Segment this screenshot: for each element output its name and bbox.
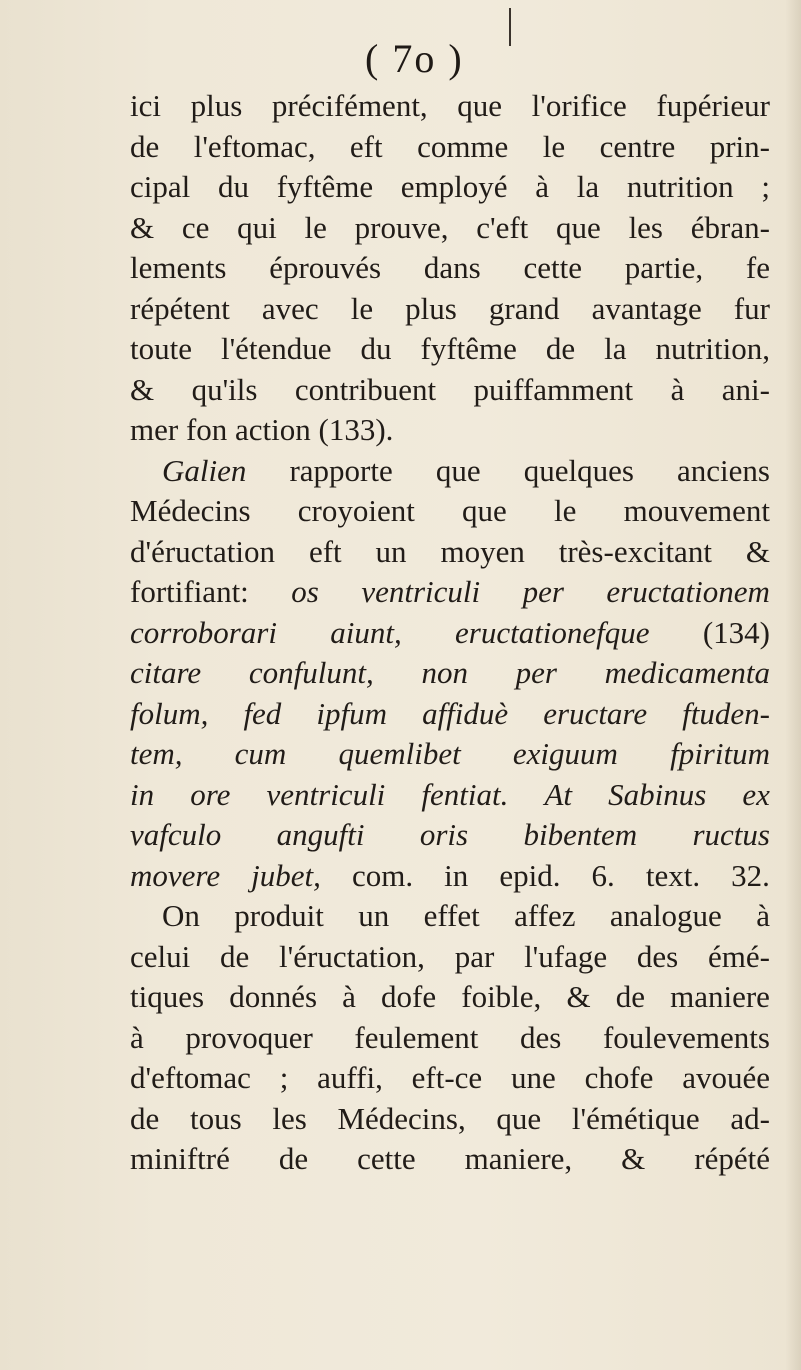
text-line (130, 1139, 770, 1180)
text-line (130, 572, 770, 613)
word: de (130, 128, 160, 164)
word: tem, (130, 736, 183, 771)
word: les (628, 209, 663, 245)
text-line (130, 977, 770, 1018)
word: foible, (461, 979, 542, 1014)
word: confulunt, (248, 655, 374, 690)
word: provoquer (185, 1019, 313, 1055)
word: & (566, 979, 591, 1014)
text-line (130, 167, 770, 208)
word: tiques (130, 979, 205, 1014)
word: d'eftomac (130, 1060, 251, 1095)
word: cum (234, 736, 287, 771)
text-line (130, 248, 770, 289)
text-line (130, 1058, 770, 1099)
word: eft-ce (411, 1060, 483, 1095)
word: per (515, 655, 557, 690)
word: répété (694, 1141, 770, 1176)
word: que (435, 452, 481, 488)
word: que (496, 1100, 542, 1136)
word: très-excitant (558, 533, 712, 569)
word: du (217, 169, 249, 204)
word: fed (243, 695, 282, 731)
word: la (604, 331, 627, 366)
body-text (130, 86, 770, 1180)
word: effet (423, 898, 480, 933)
word: eructare (543, 695, 648, 731)
word: miniftré (130, 1141, 230, 1176)
word: centre (599, 128, 676, 164)
word: non (421, 655, 468, 690)
word: ventriculi (361, 574, 481, 609)
word: cipal (130, 169, 191, 204)
text-line (130, 451, 770, 492)
word: de (278, 1141, 309, 1176)
word: fyftême (276, 169, 374, 204)
word: celui (130, 938, 191, 974)
text-line (130, 208, 770, 249)
word: fupérieur (656, 88, 770, 123)
word: de (130, 1100, 160, 1136)
word: un (375, 533, 407, 569)
word: corroborari (130, 614, 277, 650)
word: produit (234, 898, 324, 933)
word: moyen (440, 533, 525, 569)
word: puiffamment (473, 371, 634, 407)
word: maniere, (464, 1141, 573, 1176)
word: & (745, 533, 770, 569)
word: Sabinus (608, 776, 707, 812)
word: Médecins, (337, 1100, 466, 1136)
word: os (291, 574, 319, 609)
word: & (130, 209, 155, 245)
word: fentiat. (421, 776, 509, 812)
text-line (130, 329, 770, 370)
word: maniere (670, 979, 770, 1014)
word: affez (514, 898, 576, 933)
word: medicamenta (604, 655, 770, 690)
page-fold-shadow (785, 0, 801, 1370)
word: les (272, 1100, 307, 1136)
text-line (130, 532, 770, 573)
text-line (130, 86, 770, 127)
word: avec (261, 290, 319, 326)
word: eructationefque (455, 614, 650, 650)
word: in (130, 776, 155, 812)
text-line (130, 694, 770, 735)
word: rapporte (289, 452, 393, 488)
word: le (542, 128, 566, 164)
word: que (462, 493, 507, 528)
word: l'eftomac, (193, 128, 316, 164)
word: angufti (276, 817, 365, 852)
word: affiduè (422, 695, 509, 731)
word: à (342, 979, 356, 1014)
word: plus (190, 88, 243, 123)
word: exiguum (512, 736, 618, 771)
text-line (130, 613, 770, 654)
word: le (304, 209, 327, 245)
word: lements (130, 250, 227, 285)
word: contribuent (294, 371, 437, 407)
word: jubet, (251, 857, 321, 893)
word: que (457, 88, 503, 123)
word: de (220, 938, 250, 974)
word: qu'ils (191, 371, 258, 407)
word: employé (400, 169, 508, 204)
word: des (520, 1019, 562, 1055)
word: nutrition (626, 169, 734, 204)
word: croyoient (297, 493, 415, 528)
word: le (554, 493, 577, 528)
word: grand (488, 290, 560, 326)
word: de (545, 331, 576, 366)
word: Galien (162, 452, 247, 488)
text-line (130, 289, 770, 330)
word: foulevements (602, 1019, 770, 1055)
word: movere (130, 857, 221, 893)
word: analogue (609, 898, 722, 933)
word: eft (349, 128, 383, 164)
word: aiunt, (330, 614, 402, 650)
word: epid. (499, 857, 561, 893)
word: eft (308, 533, 342, 569)
text-line (130, 734, 770, 775)
word: fyftême (420, 331, 517, 366)
page-number: ( 7o ) (365, 36, 464, 81)
word: nutrition, (655, 331, 770, 366)
word: l'étendue (220, 331, 332, 366)
word: ventriculi (266, 776, 386, 812)
word: (134) (702, 614, 770, 650)
word: vafculo (130, 817, 222, 852)
word: à (535, 169, 550, 204)
word: l'ufage (524, 938, 608, 974)
text-line (130, 1018, 770, 1059)
word: que (556, 209, 601, 245)
word: fpiritum (670, 736, 770, 771)
word: 6. (591, 857, 615, 893)
word: cette (523, 250, 583, 285)
word: text. (645, 857, 701, 893)
word: mer (130, 412, 179, 447)
word: ébran- (690, 209, 770, 245)
word: per (522, 574, 564, 609)
word: à (670, 371, 685, 407)
word: dans (423, 250, 481, 285)
word: bibentem (523, 817, 638, 852)
word: du (360, 331, 392, 366)
text-line (130, 1099, 770, 1140)
word: toute (130, 331, 192, 366)
word: in (444, 857, 469, 893)
word: oris (419, 817, 469, 852)
word: prouve, (354, 209, 449, 245)
word: ce (181, 209, 210, 245)
text-line (130, 896, 770, 937)
word: ici (130, 88, 161, 123)
word: quemlibet (338, 736, 461, 771)
word: plus (405, 290, 457, 326)
word: auffi, (317, 1060, 383, 1095)
word: d'éructation (130, 533, 276, 569)
word: & (130, 371, 155, 407)
word: la (576, 169, 600, 204)
word: quelques (523, 452, 634, 488)
word: prin- (709, 128, 770, 164)
word: le (350, 290, 374, 326)
word: (133). (318, 412, 394, 447)
word: comme (417, 128, 509, 164)
word: de (615, 979, 645, 1014)
text-line (130, 370, 770, 411)
word: com. (351, 857, 414, 893)
word: par (454, 938, 495, 974)
word: Médecins (130, 493, 251, 528)
word: ftuden- (682, 695, 770, 731)
word: partie, (624, 250, 704, 285)
word: des (636, 938, 679, 974)
word: répétent (130, 290, 230, 326)
word: ad- (730, 1100, 770, 1136)
text-line (130, 775, 770, 816)
word: ; (761, 169, 770, 204)
word: tous (189, 1100, 242, 1136)
word: anciens (677, 452, 770, 488)
text-line (130, 653, 770, 694)
word: éprouvés (269, 250, 382, 285)
word: avantage (591, 290, 702, 326)
margin-mark (509, 8, 511, 46)
text-line (130, 856, 770, 897)
word: At (544, 776, 573, 812)
word: On (162, 898, 200, 933)
word: précifément, (271, 88, 428, 123)
word: qui (237, 209, 277, 245)
word: action (235, 412, 311, 447)
word: un (358, 898, 390, 933)
word: ore (190, 776, 231, 812)
word: dofe (381, 979, 437, 1014)
word: ani- (721, 371, 770, 407)
word: mouvement (623, 493, 770, 528)
word: c'eft (476, 209, 529, 245)
word: l'émétique (571, 1100, 700, 1136)
word: à (130, 1019, 144, 1055)
text-line (130, 491, 770, 532)
word: eructationem (606, 574, 770, 609)
word: fon (185, 412, 228, 447)
word: émé- (707, 938, 770, 974)
word: l'éructation, (279, 938, 425, 974)
word: avouée (682, 1060, 770, 1095)
word: à (756, 898, 770, 933)
word: feulement (354, 1019, 479, 1055)
text-line (130, 127, 770, 168)
text-line (130, 410, 770, 451)
word: citare (130, 655, 202, 690)
word: & (621, 1141, 646, 1176)
word: fortifiant: (130, 574, 249, 609)
word: ; (279, 1060, 289, 1095)
word: 32. (731, 857, 770, 893)
text-line (130, 937, 770, 978)
text-line (130, 815, 770, 856)
word: fe (745, 250, 770, 285)
word: ipfum (316, 695, 387, 731)
word: folum, (130, 695, 209, 731)
word: ructus (692, 817, 770, 852)
word: chofe (584, 1060, 654, 1095)
word: donnés (229, 979, 318, 1014)
word: ex (742, 776, 770, 812)
word: fur (733, 290, 770, 326)
word: l'orifice (531, 88, 627, 123)
word: cette (357, 1141, 416, 1176)
word: une (511, 1060, 556, 1095)
